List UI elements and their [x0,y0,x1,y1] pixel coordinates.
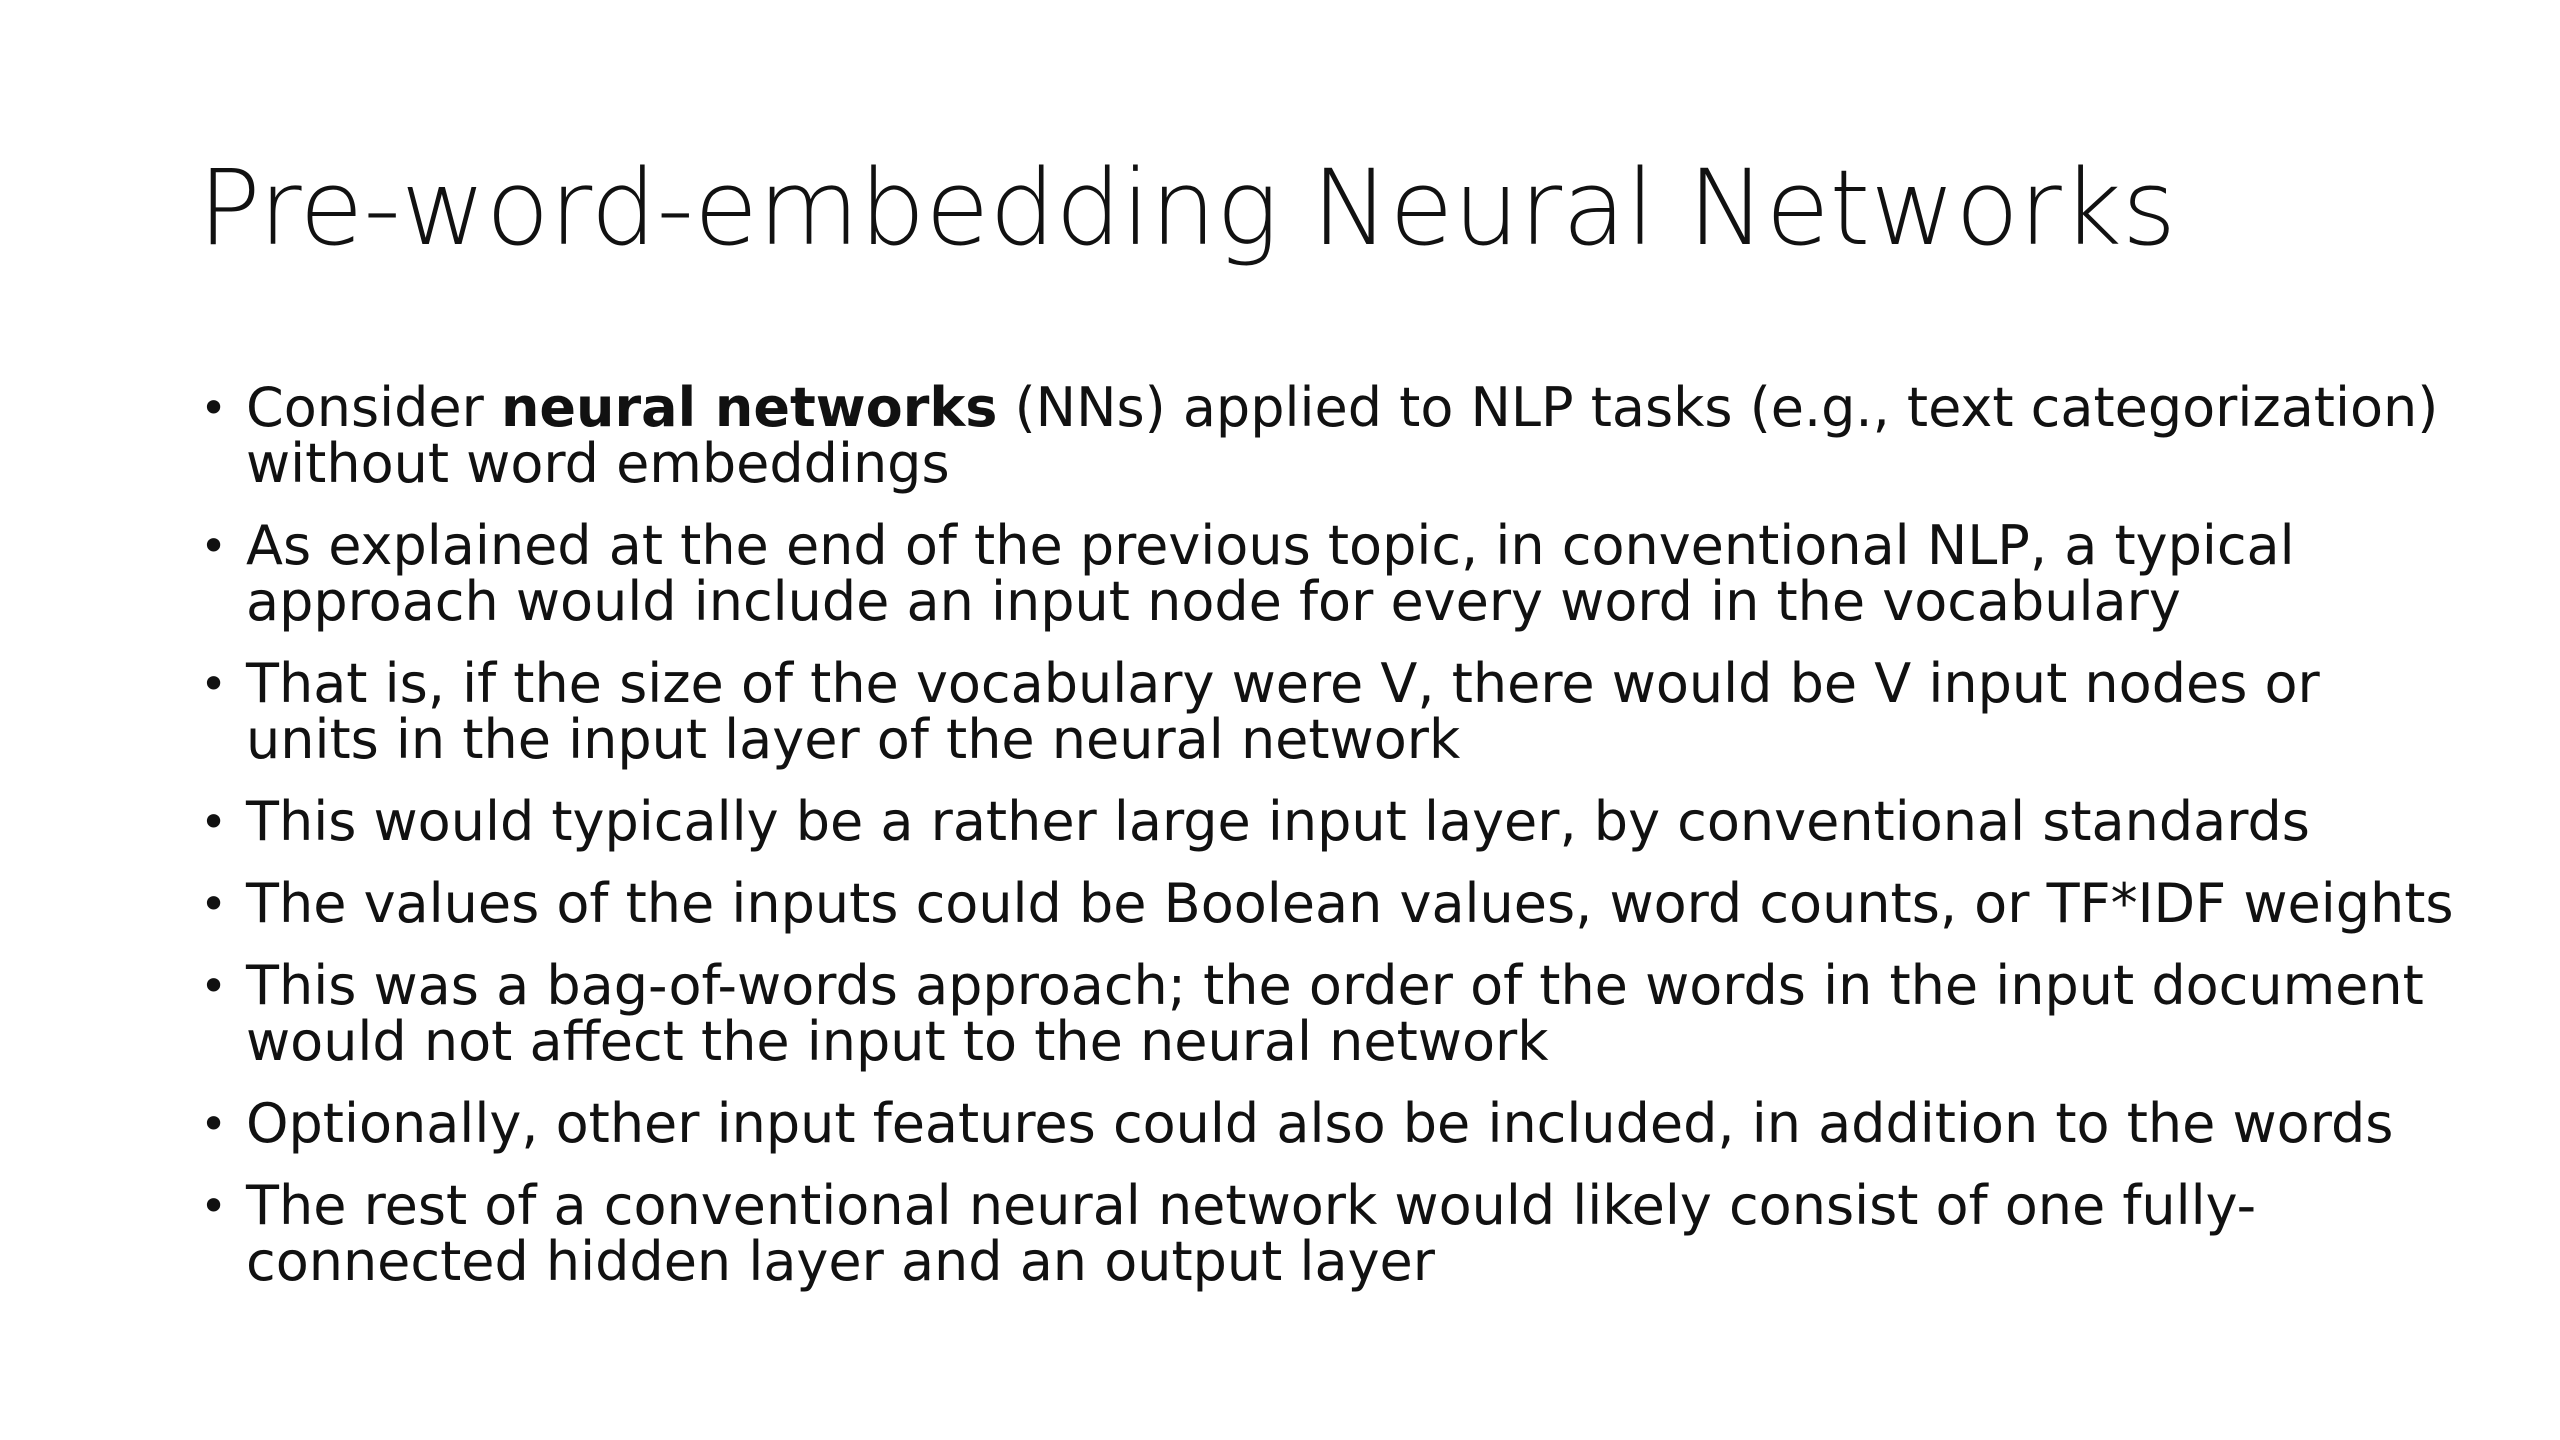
bullet-text: That is, if the size of the vocabulary were V, there would be V input nodes or units in the input layer of the neural network [246,652,2320,771]
bullet-text: As explained at the end of the previous topic, in conventional NLP, a typical approach would include an input node for every word in the vocabulary [246,514,2295,633]
bullet-item-3 [198,652,2458,771]
bullet-text: This would typically be a rather large input layer, by conventional standards [246,790,2310,853]
bullet-dot-icon: • [200,381,228,435]
bullet-dot-icon: • [200,1097,228,1151]
bullet-dot-icon: • [200,1179,228,1233]
bullet-text: Optionally, other input features could also be included, in addition to the words [246,1092,2394,1155]
bullet-item-2 [198,514,2458,633]
bullet-text-post: (NNs) applied to NLP tasks (e.g., text categorization) without word embeddings [246,376,2439,495]
bullet-item-7 [198,1092,2458,1155]
bullet-text: The rest of a conventional neural network would likely consist of one fully-connected hidden layer and an output layer [246,1174,2257,1293]
bullet-dot-icon: • [200,657,228,711]
bullet-dot-icon: • [200,795,228,849]
slide-title: Pre-word-embedding Neural Networks [198,147,2177,269]
bullet-item-8 [198,1174,2458,1293]
bullet-text-pre: Consider [246,376,501,439]
bullet-text: The values of the inputs could be Boolean values, word counts, or TF*IDF weights [246,872,2454,935]
bullet-text-bold: neural networks [500,376,998,439]
bullet-item-4 [198,790,2458,853]
bullet-list [198,376,2458,1316]
bullet-dot-icon: • [200,519,228,573]
bullet-item-6 [198,954,2458,1073]
bullet-item-1 [198,376,2458,495]
bullet-dot-icon: • [200,959,228,1013]
bullet-dot-icon: • [200,877,228,931]
bullet-text: This was a bag-of-words approach; the order of the words in the input document would not affect the input to the neural network [246,954,2424,1073]
bullet-item-5 [198,872,2458,935]
